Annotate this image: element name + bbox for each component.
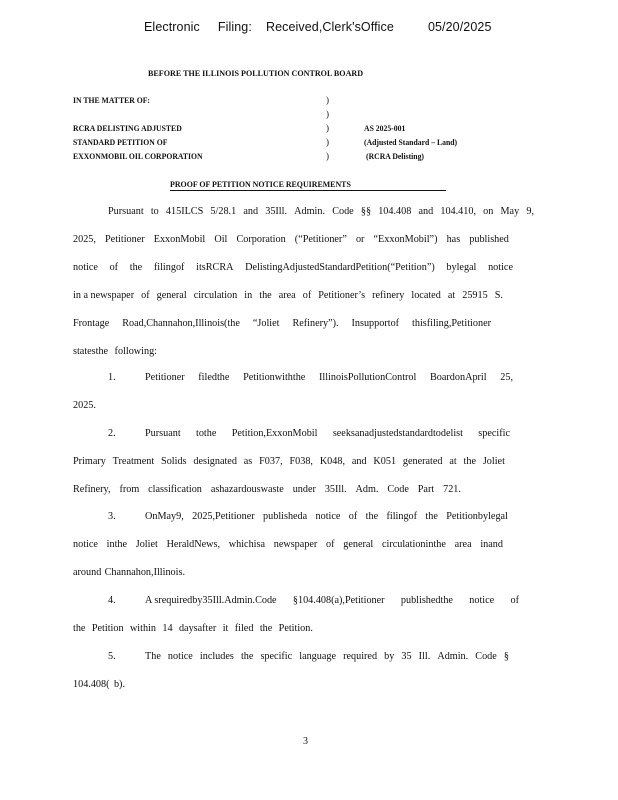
body-line xyxy=(145,651,509,662)
word: 14 xyxy=(162,623,173,634)
word: Joliet xyxy=(482,456,505,467)
body-line xyxy=(145,595,519,606)
word: notice xyxy=(315,511,341,522)
body-line xyxy=(73,623,313,634)
word: 9, xyxy=(526,206,534,217)
word: located xyxy=(411,290,441,301)
in-the-matter: IN THE MATTER OF: xyxy=(73,96,150,105)
word: notice xyxy=(167,651,193,662)
word: following: xyxy=(114,346,157,357)
docket-subtype: (RCRA Delisting) xyxy=(366,152,425,161)
body-line xyxy=(73,318,491,329)
word: K048, xyxy=(319,456,345,467)
word: Petition,ExxonMobil xyxy=(231,428,318,439)
word: 5/28.1 xyxy=(210,206,237,217)
caption-paren: ) xyxy=(326,151,329,161)
body-line xyxy=(73,346,157,357)
word: newspaper xyxy=(273,539,318,550)
item-number: 2. xyxy=(108,428,116,439)
word: Refinery”). xyxy=(292,318,339,329)
word: 25, xyxy=(500,372,513,383)
word: itsRCRA xyxy=(196,262,234,273)
word: designated xyxy=(193,456,237,467)
word: area xyxy=(278,290,296,301)
word: whichisa xyxy=(228,539,265,550)
word: the xyxy=(463,456,476,467)
word: or xyxy=(355,234,365,245)
word: notice xyxy=(73,539,98,550)
word: statesthe xyxy=(73,346,109,357)
word: Ill. xyxy=(418,651,431,662)
word: F038, xyxy=(289,456,313,467)
word: and xyxy=(351,456,367,467)
item-number: 1. xyxy=(108,372,116,383)
word: it xyxy=(222,623,229,634)
board-title: BEFORE THE ILLINOIS POLLUTION CONTROL BOARD xyxy=(148,68,364,78)
word: (“Petitioner” xyxy=(294,234,347,245)
word: general xyxy=(343,539,374,550)
word: from xyxy=(119,484,140,495)
word: notice xyxy=(488,262,513,273)
word: Treatment xyxy=(112,456,155,467)
word: filedthe xyxy=(198,372,230,383)
body-line xyxy=(145,511,508,522)
filing-label: Electronic xyxy=(144,20,200,34)
body-line xyxy=(145,428,510,439)
word: circulationinthe xyxy=(381,539,446,550)
word: Admin. xyxy=(294,206,326,217)
word: required xyxy=(343,651,378,662)
body-line xyxy=(73,262,513,273)
word: 104.410, xyxy=(440,206,476,217)
word: seeksanadjustedstandardtodelist xyxy=(332,428,463,439)
word: 721. xyxy=(443,484,461,495)
body-line xyxy=(73,679,125,690)
word: § xyxy=(503,651,509,662)
word: and xyxy=(418,206,434,217)
filing-header xyxy=(144,20,492,34)
word: Insupportof xyxy=(351,318,400,329)
word: within xyxy=(129,623,156,634)
word: “ExxonMobil”) xyxy=(373,234,438,245)
word: Petitionbylegal xyxy=(446,511,508,522)
word: Code xyxy=(332,206,354,217)
word: Petitioner xyxy=(105,234,145,245)
word: of xyxy=(348,511,358,522)
caption-paren: ) xyxy=(326,95,329,105)
body-line xyxy=(73,290,503,301)
page-number: 3 xyxy=(303,736,308,747)
word: under xyxy=(292,484,316,495)
docket-type: (Adjusted Standard – Land) xyxy=(364,138,458,147)
word: IllinoisPollutionControl xyxy=(318,372,417,383)
word: inthe xyxy=(106,539,128,550)
word: §§ xyxy=(360,206,372,217)
word: Petitioner’s xyxy=(318,290,366,301)
word: ashazardouswaste xyxy=(210,484,284,495)
word: thisfiling,Petitioner xyxy=(412,318,491,329)
word: publisheda xyxy=(263,511,308,522)
word: b). xyxy=(113,679,125,690)
word: 104.408 xyxy=(378,206,412,217)
item-number: 5. xyxy=(108,651,116,662)
word: A srequiredby35Ill.Admin.Code xyxy=(145,595,277,606)
word: in xyxy=(244,290,253,301)
body-line xyxy=(108,206,534,217)
word: daysafter xyxy=(178,623,217,634)
word: Refinery, xyxy=(73,484,111,495)
word: includes xyxy=(199,651,234,662)
caption-paren: ) xyxy=(326,137,329,147)
word: by xyxy=(384,651,395,662)
word: of xyxy=(141,290,150,301)
word: Solids xyxy=(161,456,187,467)
word: S. xyxy=(494,290,503,301)
word: 2025. xyxy=(73,400,96,411)
word: on xyxy=(483,206,494,217)
word: publishedthe xyxy=(400,595,453,606)
body-line xyxy=(73,400,96,411)
body-line xyxy=(73,456,505,467)
word: language xyxy=(299,651,337,662)
word: The xyxy=(145,651,161,662)
word: inand xyxy=(480,539,503,550)
word: Admin. xyxy=(437,651,469,662)
word: Part xyxy=(417,484,435,495)
word: in a newspaper xyxy=(73,290,135,301)
word: “Joliet xyxy=(252,318,280,329)
word: ExxonMobil xyxy=(153,234,206,245)
word: at xyxy=(447,290,456,301)
word: tothe xyxy=(196,428,217,439)
word: of xyxy=(302,290,312,301)
word: the xyxy=(259,623,273,634)
word: Pursuant xyxy=(108,206,144,217)
body-line xyxy=(73,234,509,245)
body-line xyxy=(73,539,503,550)
word: 2025,Petitioner xyxy=(192,511,255,522)
proof-heading xyxy=(170,179,446,191)
item-number: 4. xyxy=(108,595,116,606)
word: published xyxy=(469,234,509,245)
word: 35 xyxy=(401,651,412,662)
received-clerk-office: Received,Clerk'sOffice xyxy=(265,20,394,34)
filing-word: Filing: xyxy=(217,20,252,34)
word: Petitioner xyxy=(145,372,185,383)
body-line xyxy=(73,567,185,578)
docket-number: AS 2025-001 xyxy=(364,124,406,133)
caption-paren: ) xyxy=(326,109,329,119)
word: refinery xyxy=(372,290,405,301)
item-number: 3. xyxy=(108,511,116,522)
word: specific xyxy=(478,428,510,439)
word: 35Ill. xyxy=(324,484,347,495)
word: to xyxy=(150,206,159,217)
word: the xyxy=(425,511,438,522)
word: around xyxy=(73,567,102,578)
caption-paren: ) xyxy=(326,123,329,133)
word: general xyxy=(156,290,187,301)
word: and xyxy=(243,206,259,217)
word: Petition. xyxy=(278,623,313,634)
word: Frontage xyxy=(73,318,110,329)
filing-date: 05/20/2025 xyxy=(427,20,492,34)
petition-line: EXXONMOBIL OIL CORPORATION xyxy=(73,152,203,161)
word: the xyxy=(365,511,379,522)
word: 35Ill. xyxy=(265,206,288,217)
word: 415ILCS xyxy=(165,206,204,217)
word: Pursuant xyxy=(145,428,181,439)
word: generated xyxy=(402,456,443,467)
word: notice xyxy=(469,595,495,606)
word: F037, xyxy=(259,456,283,467)
word: DelistingAdjustedStandardPetition(“Petition”) xyxy=(245,262,435,273)
word: Road,Channahon,Illinois(the xyxy=(122,318,240,329)
word: Corporation xyxy=(236,234,286,245)
word: at xyxy=(449,456,457,467)
word: the xyxy=(259,290,272,301)
word: bylegal xyxy=(446,262,477,273)
word: §104.408(a),Petitioner xyxy=(292,595,385,606)
word: BoardonApril xyxy=(430,372,487,383)
word: specific xyxy=(260,651,293,662)
petition-line: STANDARD PETITION OF xyxy=(73,138,168,147)
word: Code xyxy=(387,484,409,495)
word: May xyxy=(500,206,520,217)
word: 2025, xyxy=(73,234,96,245)
word: Adm. xyxy=(355,484,379,495)
body-line xyxy=(73,484,461,495)
word: of xyxy=(326,539,335,550)
word: circulation xyxy=(193,290,238,301)
word: of xyxy=(109,262,119,273)
word: filed xyxy=(234,623,254,634)
word: the xyxy=(240,651,254,662)
body-line xyxy=(145,372,513,383)
word: as xyxy=(243,456,253,467)
word: notice xyxy=(73,262,98,273)
word: filingof xyxy=(153,262,185,273)
word: of xyxy=(510,595,519,606)
petition-line: RCRA DELISTING ADJUSTED xyxy=(73,124,182,133)
word: the xyxy=(73,623,86,634)
word: Code xyxy=(475,651,497,662)
word: Petitionwiththe xyxy=(243,372,306,383)
proof-heading-text: PROOF OF PETITION NOTICE REQUIREMENTS xyxy=(170,179,351,189)
word: Petition xyxy=(91,623,124,634)
word: Primary xyxy=(73,456,106,467)
word: 104.408( xyxy=(73,679,110,690)
word: Oil xyxy=(214,234,228,245)
word: HeraldNews, xyxy=(166,539,221,550)
word: area xyxy=(454,539,472,550)
word: the xyxy=(129,262,143,273)
word: 25915 xyxy=(462,290,488,301)
word: Channahon,Illinois. xyxy=(104,567,185,578)
word: K051 xyxy=(373,456,397,467)
word: has xyxy=(446,234,461,245)
word: OnMay9, xyxy=(145,511,184,522)
word: Joliet xyxy=(135,539,158,550)
word: filingof xyxy=(386,511,418,522)
word: classification xyxy=(148,484,202,495)
